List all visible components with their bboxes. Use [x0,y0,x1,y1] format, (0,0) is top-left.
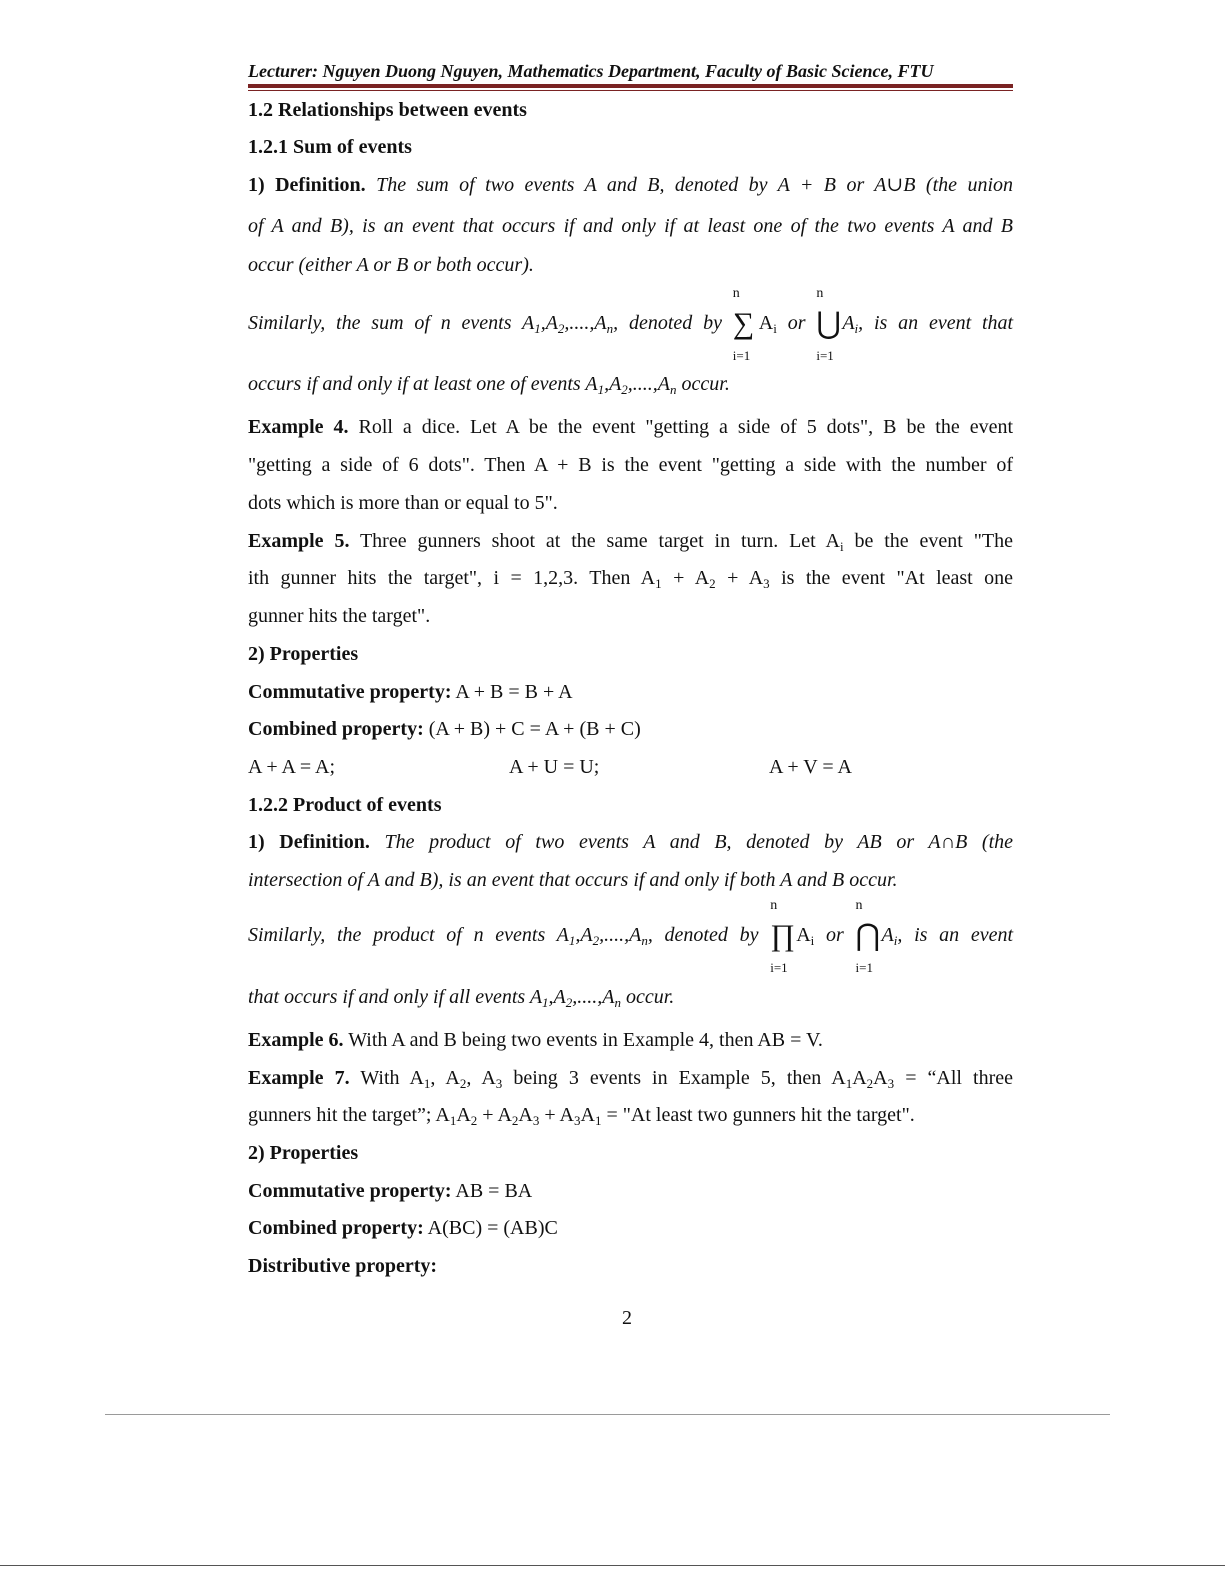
properties-title-sum: 2) Properties [248,643,359,665]
event-sequence: $A_1,A_2,....,A_n$, [556,924,653,948]
example-7-line-2: gunners hit the target”; $A_1A_2 + A_2A_3 + A_3A_1$ = "At least two gunners hit the target". [248,1104,915,1128]
example-4-line-1: Example 4. Roll a dice. Let A be the event "getting a side of 5 dots", B be the event [248,416,1014,438]
product-symbol: n ∏ i=1 [770,898,795,976]
example-5-line-3: gunner hits the target". [248,605,431,627]
example-label: Example 6. [248,1029,344,1051]
example-label: Example 4. [248,416,349,438]
identity-3: A + V = A [769,756,852,778]
combined-sum: Combined property: (A + B) + C = A + (B + C) [248,718,641,740]
identity-1: A + A = A; [248,756,336,778]
properties-title-product: 2) Properties [248,1142,359,1164]
example-5-line-1: Example 5. Three gunners shoot at the same target in turn. Let $A_i$ be the event "The [248,530,1014,554]
header-rule-thin [248,90,1013,91]
sum-definition-line-2: of A and B), is an event that occurs if and only if at least one of the two events A and B [248,215,1013,237]
product-similarly-line-1: Similarly, the product of n events $A_1,A_2,....,A_n$, denoted by n ∏ i=1 $A_i$ or n ⋂ i=1 $A_i$, is an event [248,898,1014,976]
example-label: Example 7. [248,1067,350,1089]
sum-similarly-line-2: occurs if and only if at least one of events $A_1,A_2,....,A_n$ occur. [248,373,730,397]
commutative-sum: Commutative property: A + B = B + A [248,681,573,703]
definition-label: 1) Definition. [248,831,370,853]
commutative-product: Commutative property: AB = BA [248,1180,533,1202]
example-4-line-2: "getting a side of 6 dots". Then A + B is the event "getting a side with the number of [248,454,1013,476]
summation-symbol: n ∑ i=1 [732,286,755,364]
example-label: Example 5. [248,530,350,552]
sum-definition-line-1 [248,171,1013,199]
event-sequence: $A_1,A_2,....,A_n$, [521,312,619,336]
sum-definition-line-3: occur (either A or B or both occur). [248,254,534,276]
distributive-property: Distributive property: [248,1255,438,1277]
bottom-rule [0,1565,1225,1566]
intersection-symbol: n ⋂ i=1 [855,898,881,976]
denoted-text: denoted by [628,312,722,334]
sum-similarly-line-1: Similarly, the sum of n events $A_1,A_2,....,A_n$, denoted by n ∑ i=1 $A_i$ or n ⋃ i=1 $A_i$, is an event that [248,286,1014,364]
product-similarly-line-2: that occurs if and only if all events $A_1,A_2,....,A_n$ occur. [248,986,675,1010]
union-symbol: n ⋃ i=1 [816,286,841,364]
footer-rule [105,1414,1110,1415]
similarly-text: Similarly, the sum of n events [248,312,512,334]
header-rule-thick [248,84,1013,88]
section-title: 1.2 Relationships between events [248,99,527,121]
event-sequence: $A_1,A_2,....,A_n$ [529,986,621,1010]
page-number: 2 [622,1307,632,1329]
example-6: Example 6. With A and B being two events in Example 4, then AB = V. [248,1029,823,1051]
example-7-line-1: Example 7. With $A_1$, $A_2$, $A_3$ being 3 events in Example 5, then $A_1A_2A_3$ = “All three [248,1067,1013,1091]
identity-2: A + U = U; [509,756,600,778]
definition-text: The sum of two events A and B, denoted by A + B or A∪B (the union [376,174,1014,196]
product-definition-line-1: 1) Definition. The product of two events A and B, denoted by AB or A∩B (the [248,831,1014,853]
product-definition-line-2: intersection of A and B), is an event that occurs if and only if both A and B occur. [248,869,898,891]
page-header [248,58,1013,91]
definition-label: 1) Definition. [248,174,366,196]
subsection-title-sum: 1.2.1 Sum of events [248,136,412,158]
event-sequence: $A_1,A_2,....,A_n$ [585,373,677,397]
subsection-title-product: 1.2.2 Product of events [248,794,442,816]
header-text: Lecturer: Nguyen Duong Nguyen, Mathematics Department, Faculty of Basic Science, FTU [248,61,934,81]
document-page [248,58,1014,1277]
example-4-line-3: dots which is more than or equal to 5". [248,492,558,514]
combined-product: Combined property: A(BC) = (AB)C [248,1217,558,1239]
example-5-line-2: ith gunner hits the target", i = 1,2,3. Then $A_1 + A_2 + A_3$ is the event "At least one [248,567,1014,591]
